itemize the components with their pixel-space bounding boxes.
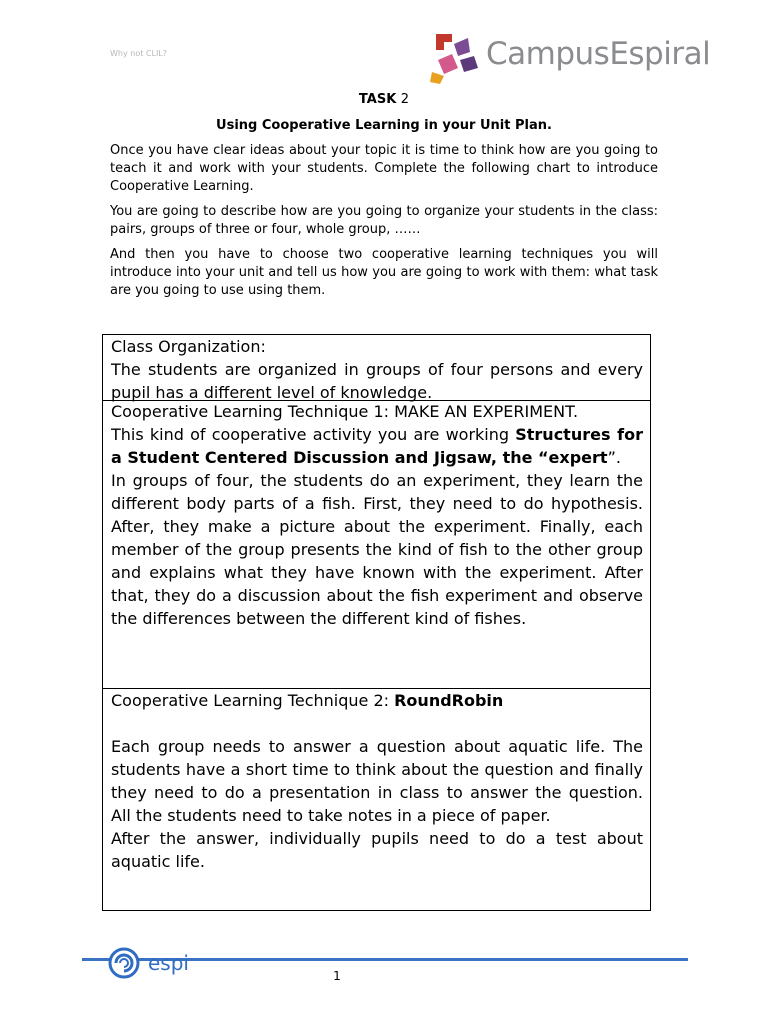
task-title (0, 92, 768, 107)
class-organization-cell (102, 334, 651, 401)
task-label: TASK (358, 92, 401, 107)
intro-paragraph-2: You are going to describe how are you going to organize your students in the class: pairs, groups of three or four, whole group, …… (110, 204, 658, 237)
technique-2-cell (102, 688, 651, 911)
espiral-logo-icon (430, 30, 486, 86)
brand-name: CampusEspiral (486, 36, 711, 72)
technique-1-body: In groups of four, the students do an experiment, they learn the different body parts of a fish. First, they need to do hypothesis. After, they make a picture about the experiment. Finally, each member of the group presents the kind of fish to the other group and explains what they have known with the experiment. After that, they do a discussion about the fish experiment and observe the differences between the different kind of fishes. (111, 471, 643, 628)
technique-2-heading-line (111, 689, 643, 712)
technique-2-body-1: Each group needs to answer a question about aquatic life. The students have a short time to think about the question and finally they need to do a presentation in class to answer the question. All the students need to take notes in a piece of paper. (111, 737, 643, 825)
technique-2-body-2: After the answer, individually pupils need to do a test about aquatic life. (111, 829, 643, 871)
page-number: 1 (333, 969, 341, 983)
class-organization-heading: Class Organization: (111, 337, 266, 356)
footer-logo-text: espi (148, 951, 189, 975)
intro-paragraph-1: Once you have clear ideas about your topic it is time to think how are you going to teach it and work with your students. Complete the following chart to introduce Cooperative Learning. (110, 143, 658, 194)
campus-espiral-logo (430, 30, 730, 86)
technique-1-heading: Cooperative Learning Technique 1: MAKE AN EXPERIMENT. (111, 402, 579, 421)
technique-2-heading: Cooperative Learning Technique 2: (111, 691, 395, 710)
technique-1-bold: Structures for a Student Centered Discussion and Jigsaw, the “expert (111, 425, 644, 467)
task-number: 2 (400, 92, 410, 107)
technique-2-name: RoundRobin (394, 691, 504, 710)
intro-paragraph-3: And then you have to choose two cooperative learning techniques you will introduce into your unit and tell us how you are going to work with them: what task are you going to use using them. (110, 247, 658, 298)
task-subtitle: Using Cooperative Learning in your Unit Plan. (216, 118, 552, 133)
technique-1-cell (102, 400, 651, 689)
header-note: Why not CLIL? (110, 49, 168, 58)
class-organization-text: The students are organized in groups of four persons and every pupil has a different level of knowledge. (111, 360, 643, 402)
technique-1-lead: This kind of cooperative activity you are working (111, 425, 516, 444)
technique-1-structures (111, 423, 643, 469)
technique-1-tail: ”. (607, 448, 621, 467)
